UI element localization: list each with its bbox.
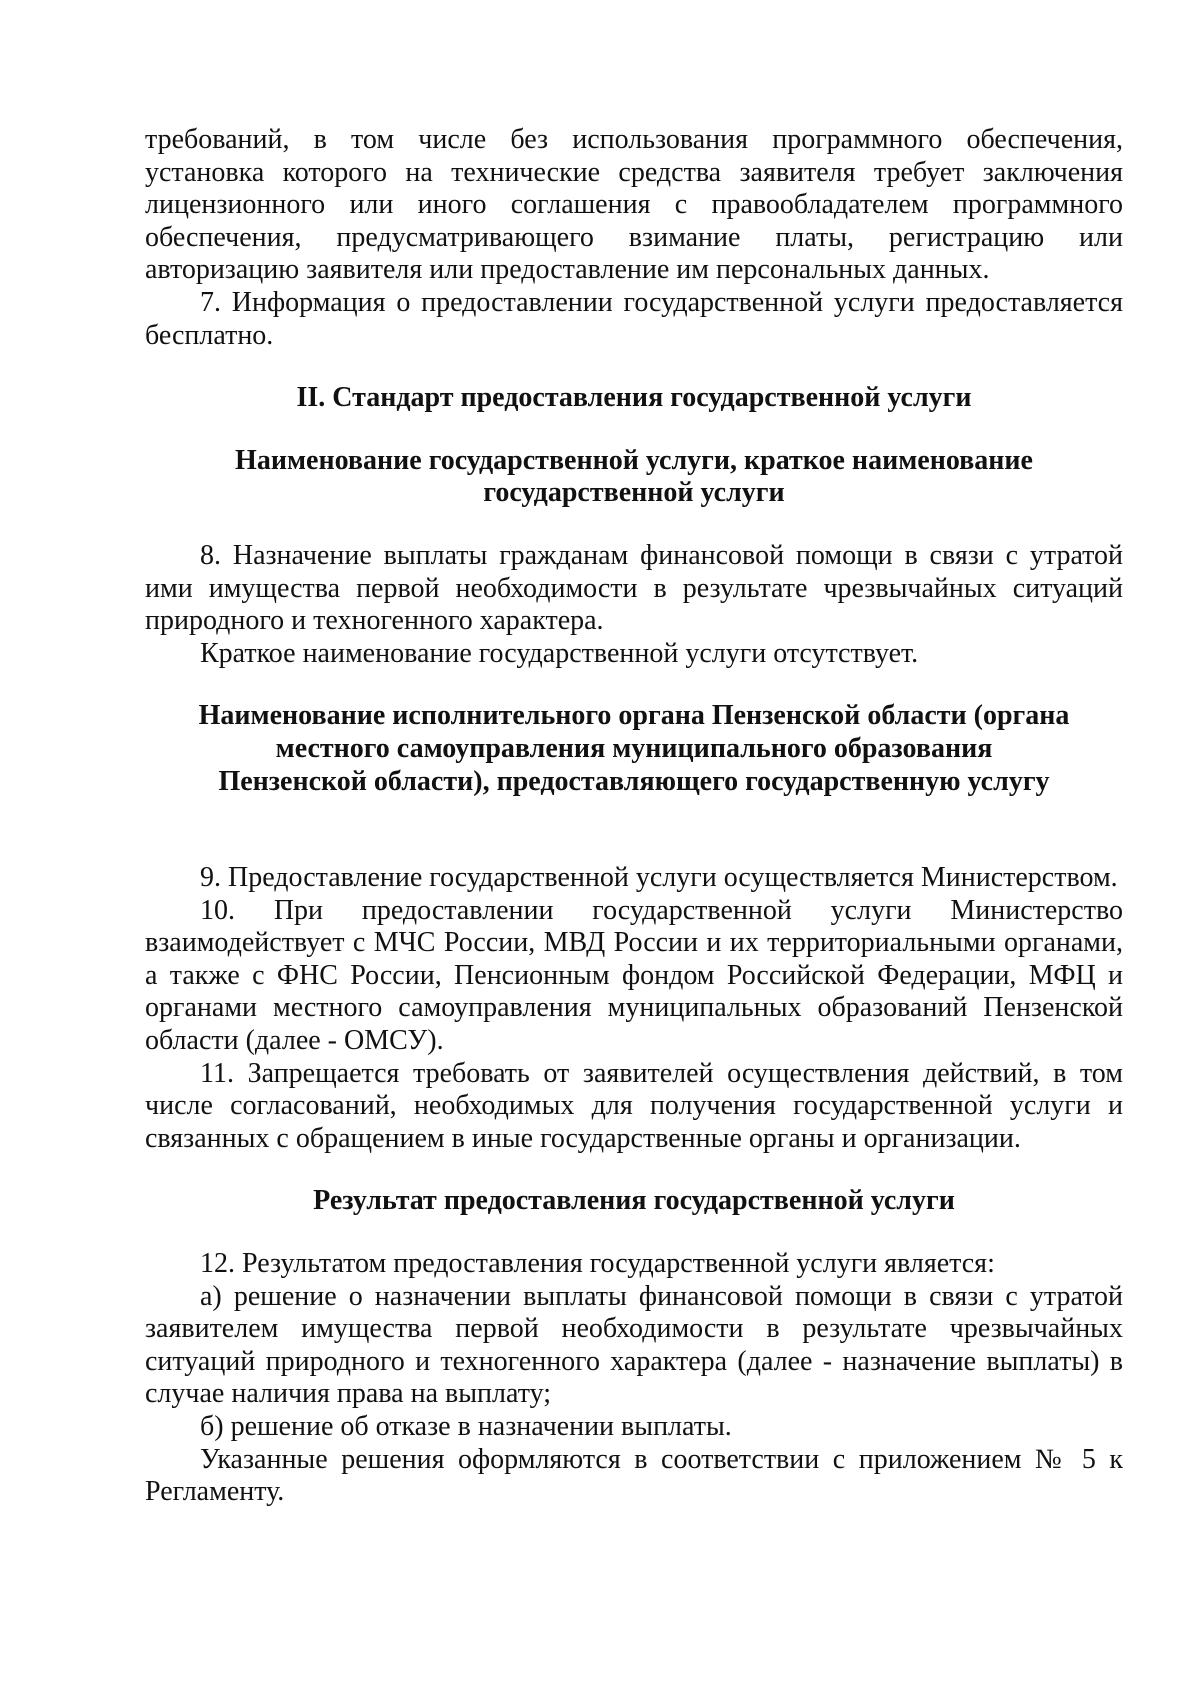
paragraph-11: 11. Запрещается требовать от заявителей осуществления действий, в том числе согласований, необходимых для получения государственной услуги и связанных с обращением в иные государственные органы и организации. xyxy=(145,1057,1123,1154)
paragraph-12-c: Указанные решения оформляются в соответствии с приложением № 5 к Регламенту. xyxy=(145,1443,1123,1508)
heading-service-name xyxy=(145,445,1123,510)
heading-executive-body-line-2: местного самоуправления муниципального образования xyxy=(275,732,993,764)
heading-result-text: Результат предоставления государственной услуги xyxy=(313,1185,955,1217)
paragraph-7: 7. Информация о предоставлении государственной услуги предоставляется бесплатно. xyxy=(145,286,1123,351)
section-title-standard xyxy=(145,382,1123,415)
paragraph-continuation: требований, в том числе без использования программного обеспечения, установка которого на технические средства заявителя требует заключения лицензионного или иного соглашения с правообладателем программного обеспечения, предусматривающего взимание платы, регистрацию или авторизацию заявителя или предоставление им персональных данных. xyxy=(145,124,1123,286)
document-body xyxy=(145,124,1123,1509)
paragraph-10: 10. При предоставлении государственной услуги Министерство взаимодействует с МЧС России, МВД России и их территориальными органами, а также с ФНС России, Пенсионным фондом Российской Федерации, МФЦ и органами местного самоуправления муниципальных образований Пензенской области (далее - ОМСУ). xyxy=(145,894,1123,1057)
heading-executive-body xyxy=(145,700,1123,798)
section-title-text: II. Стандарт предоставления государственной услуги xyxy=(296,382,972,414)
paragraph-12: 12. Результатом предоставления государственной услуги является: xyxy=(200,1248,995,1280)
heading-executive-body-line-3: Пензенской области), предоставляющего государственную услугу xyxy=(218,765,1050,797)
paragraph-8-short-name: Краткое наименование государственной услуги отсутствует. xyxy=(200,637,919,669)
heading-service-name-line-2: государственной услуги xyxy=(483,477,785,509)
heading-service-name-line-1: Наименование государственной услуги, краткое наименование xyxy=(235,444,1033,476)
heading-result xyxy=(145,1185,1123,1218)
paragraph-8: 8. Назначение выплаты гражданам финансовой помощи в связи с утратой ими имущества первой необходимости в результате чрезвычайных ситуаций природного и техногенного характера. xyxy=(145,539,1123,637)
paragraph-12-b: б) решение об отказе в назначении выплаты. xyxy=(200,1411,732,1442)
paragraph-9: 9. Предоставление государственной услуги осуществляется Министерством. xyxy=(200,862,1118,894)
paragraph-12-a: а) решение о назначении выплаты финансовой помощи в связи с утратой заявителем имущества первой необходимости в результате чрезвычайных ситуаций природного и техногенного характера (далее - назначение выплаты) в случае наличия права на выплату; xyxy=(145,1280,1123,1410)
heading-executive-body-line-1: Наименование исполнительного органа Пензенской области (органа xyxy=(198,700,1070,732)
